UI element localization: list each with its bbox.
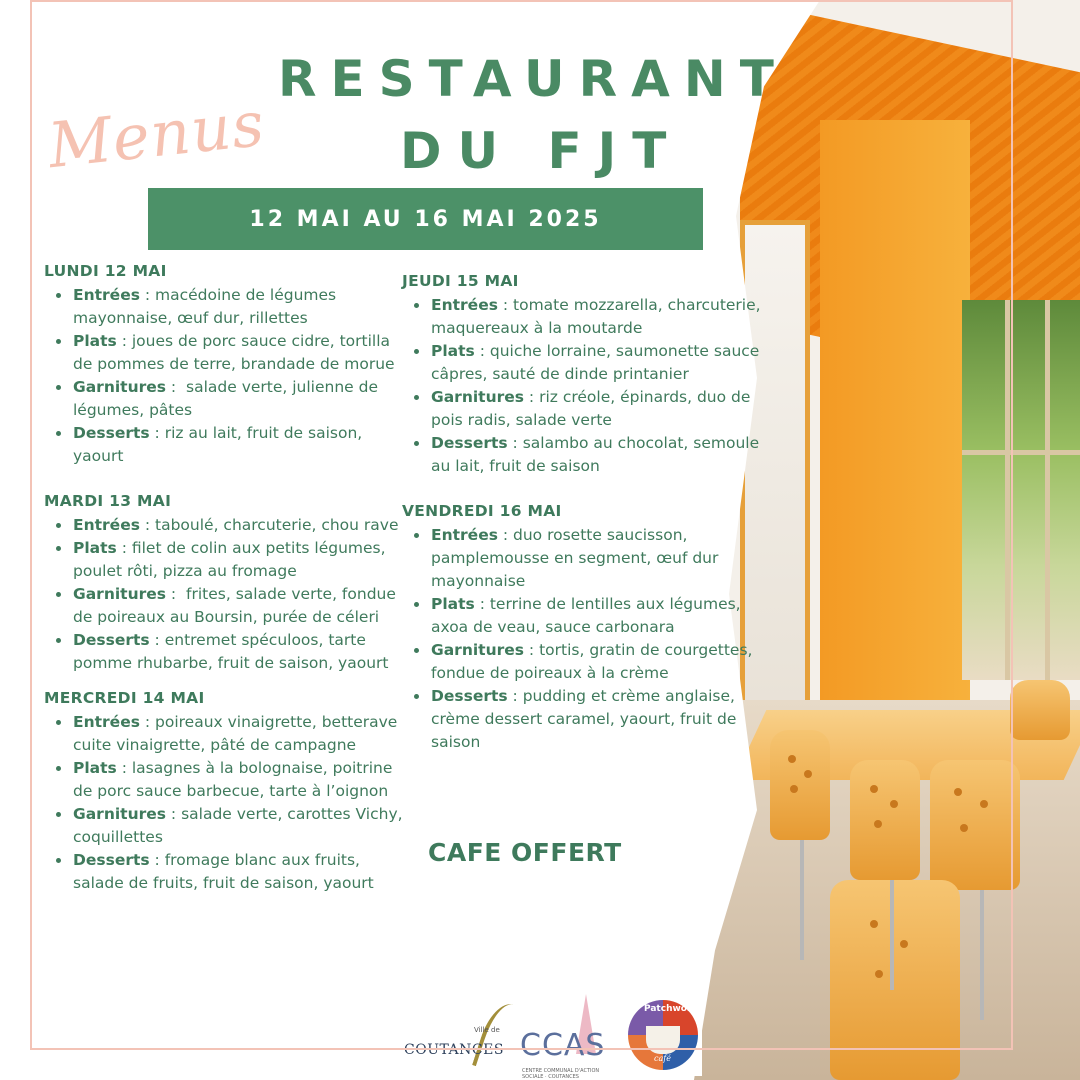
day-wednesday xyxy=(44,689,406,895)
menu-item-entrees: Entrées : macédoine de légumes mayonnaise, œuf dur, rillettes xyxy=(73,284,406,330)
menu-item-garnitures: Garnitures : tortis, gratin de courgettes, fondue de poireaux à la crème xyxy=(431,639,782,685)
day-monday xyxy=(44,262,406,468)
ccas-logo: CCAS CENTRE COMMUNAL D'ACTION SOCIALE · COUTANCES xyxy=(518,992,618,1080)
menu-item-garnitures: Garnitures : salade verte, julienne de légumes, pâtes xyxy=(73,376,406,422)
day-thursday xyxy=(402,272,782,478)
menu-item-desserts: Desserts : riz au lait, fruit de saison, yaourt xyxy=(73,422,406,468)
menu-item-garnitures: Garnitures : salade verte, carottes Vichy, coquillettes xyxy=(73,803,406,849)
day-friday xyxy=(402,502,782,754)
day-title: MERCREDI 14 MAI xyxy=(44,689,205,707)
day-title: VENDREDI 16 MAI xyxy=(402,502,562,520)
menu-item-entrees: Entrées : taboulé, charcuterie, chou rave xyxy=(73,514,406,537)
menu-item-plats: Plats : quiche lorraine, saumonette sauce câpres, sauté de dinde printanier xyxy=(431,340,782,386)
menu-item-desserts: Desserts : fromage blanc aux fruits, salade de fruits, fruit de saison, yaourt xyxy=(73,849,406,895)
cafe-offert-label: CAFE OFFERT xyxy=(428,838,622,867)
coutances-logo: Ville de COUTANCES xyxy=(400,1002,518,1072)
menu-item-garnitures: Garnitures : frites, salade verte, fondue de poireaux au Boursin, purée de céleri xyxy=(73,583,406,629)
date-banner: 12 MAI AU 16 MAI 2025 xyxy=(148,188,703,250)
menu-column-left xyxy=(44,262,406,909)
menu-item-garnitures: Garnitures : riz créole, épinards, duo de pois radis, salade verte xyxy=(431,386,782,432)
patchwork-cafe-logo: Patchwork café xyxy=(622,996,702,1076)
day-tuesday xyxy=(44,492,406,675)
partner-logos xyxy=(400,992,710,1080)
restaurant-title: RESTAURANT xyxy=(278,50,788,108)
menu-item-entrees: Entrées : duo rosette saucisson, pamplemousse en segment, œuf dur mayonnaise xyxy=(431,524,782,593)
menu-item-entrees: Entrées : poireaux vinaigrette, betterave cuite vinaigrette, pâté de campagne xyxy=(73,711,406,757)
menu-item-desserts: Desserts : entremet spéculoos, tarte pomme rhubarbe, fruit de saison, yaourt xyxy=(73,629,406,675)
menu-column-right xyxy=(402,272,782,768)
menu-item-entrees: Entrées : tomate mozzarella, charcuterie, maquereaux à la moutarde xyxy=(431,294,782,340)
menu-item-plats: Plats : terrine de lentilles aux légumes, axoa de veau, sauce carbonara xyxy=(431,593,782,639)
menu-item-plats: Plats : joues de porc sauce cidre, tortilla de pommes de terre, brandade de morue xyxy=(73,330,406,376)
menu-item-plats: Plats : filet de colin aux petits légumes, poulet rôti, pizza au fromage xyxy=(73,537,406,583)
day-title: JEUDI 15 MAI xyxy=(402,272,519,290)
day-title: LUNDI 12 MAI xyxy=(44,262,167,280)
menu-item-desserts: Desserts : salambo au chocolat, semoule au lait, fruit de saison xyxy=(431,432,782,478)
menus-script-word: Menus xyxy=(44,86,269,183)
day-title: MARDI 13 MAI xyxy=(44,492,172,510)
restaurant-subtitle: DU FJT xyxy=(400,122,683,180)
menu-item-desserts: Desserts : pudding et crème anglaise, crème dessert caramel, yaourt, fruit de saison xyxy=(431,685,782,754)
menu-item-plats: Plats : lasagnes à la bolognaise, poitrine de porc sauce barbecue, tarte à l’oignon xyxy=(73,757,406,803)
